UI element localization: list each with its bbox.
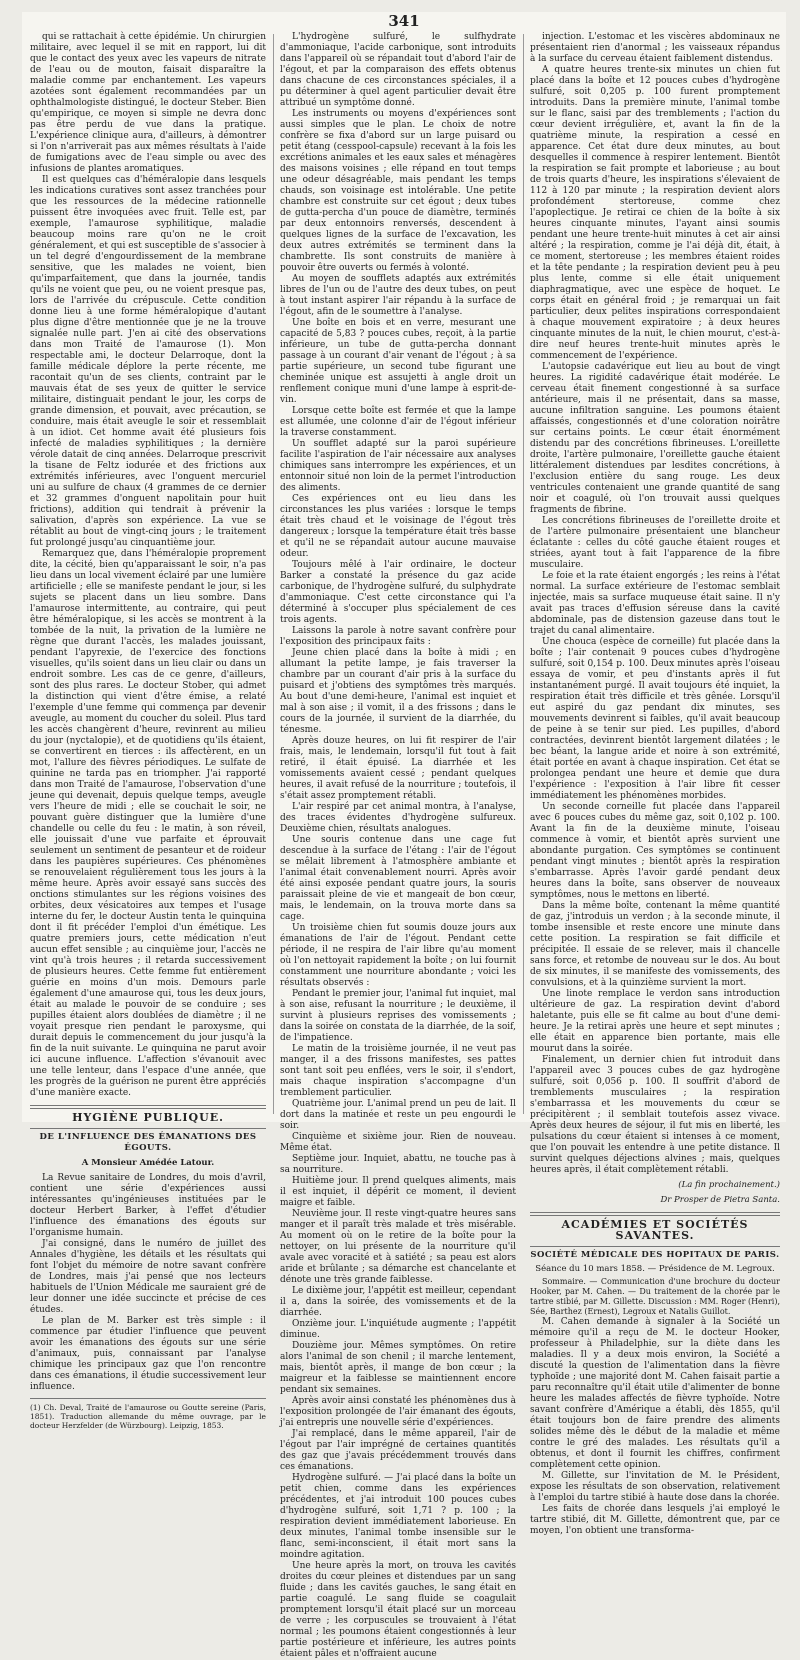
paragraph: Douzième jour. Mêmes symptômes. On retire alors l'animal de son chenil ; il marche lentement, mais, bientôt après, il mange de bon cœur ; la maigreur et la faiblesse se maintiennent encore pendant six semaines. [280, 1341, 516, 1395]
paragraph: Une boîte en bois et en verre, mesurant une capacité de 5,83 ? pouces cubes, reçoit, à la partie inférieure, un tube de gutta-percha donnant passage à un courant d'air venant de l'égout ; à sa partie supérieure, un second tube figurant une cheminée unique est assujetti à angle droit un renflement conique muni d'une lampe à esprit-de-vin. [280, 318, 516, 405]
section-title-academies: ACADÉMIES ET SOCIÉTÉS SAVANTES. [561, 1218, 749, 1242]
column-divider [523, 34, 524, 1114]
paragraph: Le dixième jour, l'appétit est meilleur, cependant il a, dans la soirée, des vomissements et de la diarrhée. [280, 1286, 516, 1318]
society-title: SOCIÉTÉ MÉDICALE DES HOPITAUX DE PARIS. [530, 1250, 780, 1260]
column-left [30, 32, 266, 1430]
paragraph: Pendant le premier jour, l'animal fut inquiet, mal à son aise, refusant la nourriture ; le deuxième, il survint à plusieurs reprises des vomissements ; dans la soirée on constata de la diarrhée, de la soif, de l'impatience. [280, 989, 516, 1043]
paragraph: qui se rattachait à cette épidémie. Un chirurgien militaire, avec lequel il se mit en rapport, lui dit que le contact des yeux avec les vapeurs de nitrate de l'eau ou de mouton, faisait disparaître la maladie comme par enchantement. Les vapeurs azotées sont également recommandées par un ophthalmologiste distingué, le docteur Steber. Bien qu'empirique, ce moyen si simple ne devra donc pas être perdu de vue dans la pratique. L'expérience clinique aura, d'ailleurs, à démontrer si l'on n'arriverait pas aux mêmes résultats à l'aide de fumigations avec de l'eau simple ou avec des infusions de plantes aromatiques. [30, 32, 266, 174]
paragraph: Une chouca (espèce de corneille) fut placée dans la boîte ; l'air contenait 9 pouces cubes d'hydrogène sulfuré, soit 0,154 p. 100. Deux minutes après l'oiseau essaya de vomir, et peu d'instants après il fut instantanément purgé. Il avait toujours été inquiet, la respiration était très difficile et très gênée. Lorsqu'il eut aspiré du gaz pendant dix minutes, ses mouvements devinrent si faibles, qu'il avait beaucoup de peine à se tenir sur pied. Les pupilles, d'abord contractées, devinrent bientôt largement dilatées ; le bec béant, la langue aride et noire à son extrémité, était portée en avant à chaque inspiration. Cet état se prolongea pendant une heure et demie que dura l'expérience : l'exposition à l'air libre fit cesser immédiatement les phénomènes morbides. [530, 637, 780, 801]
paragraph: L'autopsie cadavérique eut lieu au bout de vingt heures. La rigidité cadavérique était modérée. Le cerveau était finement congestionné à sa surface antérieure, mais il ne présentait, dans sa masse, aucune infiltration sanguine. Les poumons étaient affaissés, congestionnés et d'une coloration noirâtre sur certains points. Le cœur était énormément distendu par des concrétions fibrineuses. L'oreillette droite, l'artère pulmonaire, l'oreillette gauche étaient littéralement distendues par lesdites concrétions, à l'exclusion entière du sang rouge. Les deux ventricules contenaient une grande quantité de sang noir et coagulé, où l'on trouvait aussi quelques fragments de fibrine. [530, 362, 780, 515]
signature: Dr Prosper de Pietra Santa. [660, 1195, 780, 1205]
section-title-hygiene: HYGIÈNE PUBLIQUE. [72, 1111, 224, 1124]
paragraph: Un soufflet adapté sur la paroi supérieure facilite l'aspiration de l'air nécessaire aux analyses chimiques sans interrompre les expériences, et un entonnoir situé non loin de la permet l'introduction des aliments. [280, 439, 516, 493]
footnote-divider [30, 1398, 266, 1399]
session-line: Séance du 10 mars 1858. — Présidence de M. Legroux. [535, 1264, 775, 1274]
column-divider [273, 34, 274, 1114]
paragraph: Les instruments ou moyens d'expériences sont aussi simples que le plan. Le choix de notre confrère se fixa d'abord sur un large puisard ou petit étang (cesspool-capsule) recevant à la fois les excrétions animales et les eaux sales et ménagères des maisons voisines ; elle répand en tout temps une odeur désagréable, mais pendant les temps chauds, son voisinage est intolérable. Une petite chambre est construite sur cet égout ; deux tubes de gutta-percha d'un pouce de diamètre, terminés par deux entonnoirs renversés, descendent à quelques lignes de la surface de l'excavation, les deux autres extrémités se terminent dans la chambrette. Ils sont construits de manière à pouvoir être ouverts ou fermés à volonté. [280, 109, 516, 273]
paragraph: Dans la même boîte, contenant la même quantité de gaz, j'introduis un verdon ; à la seconde minute, il tombe insensible et reste encore une minute dans cette position. La respiration se fait difficile et précipitée. Il essaie de se relever, mais il chancelle sans force, et retombe de nouveau sur le dos. Au bout de six minutes, il se manifeste des vomissements, des convulsions, et à la quinzième survient la mort. [530, 901, 780, 988]
paragraph: Onzième jour. L'inquiétude augmente ; l'appétit diminue. [280, 1319, 516, 1340]
paragraph: Jeune chien placé dans la boîte à midi ; en allumant la petite lampe, je fais traverser la chambre par un courant d'air pris à la surface du puisard et j'obtiens des symptômes très marqués. Au bout d'une demi-heure, l'animal est inquiet et mal à son aise ; il vomit, il a des frissons ; dans le cours de la journée, il survient de la diarrhée, du ténesme. [280, 648, 516, 735]
paragraph: Ces expériences ont eu lieu dans les circonstances les plus variées : lorsque le temps était très chaud et le voisinage de l'égout très dangereux ; lorsque la température était très basse et qu'il ne se répandait autour aucune mauvaise odeur. [280, 494, 516, 559]
paragraph: L'air respiré par cet animal montra, à l'analyse, des traces évidentes d'hydrogène sulfureux. Deuxième chien, résultats analogues. [280, 802, 516, 834]
paragraph: J'ai consigné, dans le numéro de juillet des Annales d'hygiène, les détails et les résultats qui font l'objet du mémoire de notre savant confrère de Londres, mais j'ai pensé que nos lecteurs habituels de l'Union Médicale me sauraient gré de leur donner une idée succincte et précise de ces études. [30, 1239, 266, 1315]
paragraph: Une heure après la mort, on trouva les cavités droites du cœur pleines et distendues par un sang fluide ; dans les cavités gauches, le sang était en partie coagulé. Le sang fluide se coagulait promptement lorsqu'il était placé sur un morceau de verre ; les corpuscules se trouvaient à l'état normal ; les poumons étaient congestionnés à leur partie postérieure et inférieure, les autres points étaient pâles et n'offraient aucune [280, 1561, 516, 1659]
paragraph: Un troisième chien fut soumis douze jours aux émanations de l'air de l'égout. Pendant cette période, il ne respira de l'air libre qu'au moment où l'on nettoyait rapidement la boîte ; on lui fournit constamment une nourriture abondante ; voici les résultats observés : [280, 923, 516, 988]
paragraph: Toujours mêlé à l'air ordinaire, le docteur Barker a constaté la présence du gaz acide carbonique, de l'hydrogène sulfuré, du sulphydrate d'ammoniaque. C'est cette circonstance qui l'a déterminé à s'occuper plus spécialement de ces trois agents. [280, 560, 516, 625]
continued-note: (La fin prochainement.) [678, 1180, 780, 1190]
divider [530, 1246, 780, 1247]
paragraph: Une linote remplace le verdon sans introduction ultérieure de gaz. La respiration devint d'abord haletante, puis elle se fit calme au bout d'une demi-heure. Je la retirai après une heure et sept minutes ; elle était en apparence bien portante, mais elle mourut dans la soirée. [530, 989, 780, 1054]
newspaper-page [22, 12, 786, 1659]
article-title: DE L'INFLUENCE DES ÉMANATIONS DES ÉGOUTS. [39, 1132, 257, 1153]
paragraph: L'hydrogène sulfuré, le sulfhydrate d'ammoniaque, l'acide carbonique, sont introduits dans l'appareil où se répandait tout d'abord l'air de l'égout, et par la comparaison des effets obtenus dans chacune de ces circonstances spéciales, il a pu déterminer à quel agent particulier devait être attribué un symptôme donné. [280, 32, 516, 108]
paragraph: Quatrième jour. L'animal prend un peu de lait. Il dort dans la matinée et reste un peu engourdi le soir. [280, 1099, 516, 1131]
paragraph: Une souris contenue dans une cage fut descendue à la surface de l'étang : l'air de l'égout se mêlait librement à l'atmosphère ambiante et l'animal était convenablement nourri. Après avoir été ainsi exposée pendant quatre jours, la souris paraissait pleine de vie et mangeait de bon cœur, mais, le lendemain, on la trouva morte dans sa cage. [280, 835, 516, 922]
paragraph: Lorsque cette boîte est fermée et que la lampe est allumée, une colonne d'air de l'égout inférieur la traverse constamment. [280, 406, 516, 438]
paragraph: Au moyen de soufflets adaptés aux extrémités libres de l'un ou de l'autre des deux tubes, on peut à tout instant aspirer l'air répandu à la surface de l'égout, afin de le soumettre à l'analyse. [280, 274, 516, 317]
paragraph: Cinquième et sixième jour. Rien de nouveau. Même état. [280, 1132, 516, 1153]
page-number: 341 [388, 12, 420, 30]
paragraph: Le plan de M. Barker est très simple : il commence par étudier l'influence que peuvent avoir les émanations des égouts sur une série d'animaux, puis, connaissant par l'analyse chimique les principaux gaz que l'on rencontre dans ces émanations, il étudie successivement leur influence. [30, 1316, 266, 1392]
paragraph: Laissons la parole à notre savant confrère pour l'exposition des principaux faits : [280, 626, 516, 647]
paragraph: Finalement, un dernier chien fut introduit dans l'appareil avec 3 pouces cubes de gaz hydrogène sulfuré, soit 0,056 p. 100. Il souffrit d'abord de tremblements musculaires ; la respiration s'embarrassa et les mouvements du cœur se précipitèrent ; il semblait toutefois assez vivace. Après deux heures de séjour, il fut mis en liberté, les pulsations du cœur étaient si intenses à ce moment, que l'on pouvait les entendre à une petite distance. Il survint quelques déjections alvines ; mais, quelques heures après, il était complètement rétabli. [530, 1055, 780, 1175]
paragraph: Les faits de chorée dans lesquels j'ai employé le tartre stibié, dit M. Gillette, démontrent que, par ce moyen, l'on obtient une transforma- [530, 1504, 780, 1536]
article-addressee: A Monsieur Amédée Latour. [81, 1158, 215, 1168]
paragraph: Le matin de la troisième journée, il ne veut pas manger, il a des frissons manifestes, ses pattes sont tant soit peu enflées, vers le soir, il s'endort, mais chaque inspiration s'accompagne d'un tremblement particulier. [280, 1044, 516, 1098]
paragraph: A quatre heures trente-six minutes un chien fut placé dans la boîte et 12 pouces cubes d'hydrogène sulfuré, soit 0,205 p. 100 furent promptement introduits. Dans la première minute, l'animal tombe sur le flanc, saisi par des tremblements ; l'action du cœur devient irrégulière, et, avant la fin de la quatrième minute, la respiration a cessé en apparence. Cet état dure deux minutes, au bout desquelles il commence à respirer lentement. Bientôt la respiration se fait prompte et laborieuse ; au bout de trois quarts d'heure, les inspirations s'élevaient de 112 à 120 par minute ; la respiration devient alors profondément stertoreuse, comme chez l'apoplectique. Je retirai ce chien de la boîte à six heures cinquante minutes, l'ayant ainsi soumis pendant une heure trente-huit minutes à cet air ainsi altéré ; la respiration, comme je l'ai déjà dit, était, à ce moment, stertoreuse ; les membres étaient roides et la tête pendante ; la respiration devient peu à peu plus lente, comme si elle était uniquement diaphragmatique, avec une espèce de hoquet. Le corps était en général froid ; je remarquai un fait particulier, deux pelites inspirations correspondaient à chaque mouvement expiratoire ; à deux heures cinquante minutes de la nuit, le chien mourut, c'est-à-dire neuf heures trente-huit minutes après le commencement de l'expérience. [530, 65, 780, 361]
paragraph: Hydrogène sulfuré. — J'ai placé dans la boîte un petit chien, comme dans les expériences précédentes, et j'ai introduit 100 pouces cubes d'hydrogène sulfuré, soit 1,71 ? p. 100 ; la respiration devient immédiatement laborieuse. En deux minutes, l'animal tombe insensible sur le flanc, semi-inconscient, il était mort sans la moindre agitation. [280, 1473, 516, 1560]
paragraph: Neuvième jour. Il reste vingt-quatre heures sans manger et il paraît très malade et très misérable. Au moment où on le retire de la boîte pour la nettoyer, on lui présente de la nourriture qu'il avale avec voracité et à satiété ; sa peau est alors aride et brûlante ; sa démarche est chancelante et dénote une très grande faiblesse. [280, 1209, 516, 1285]
section-divider [530, 1212, 780, 1216]
column-right [530, 32, 780, 1536]
paragraph: Remarquez que, dans l'héméralopie proprement dite, la cécité, bien qu'apparaissant le soir, n'a pas lieu dans un local vivement éclairé par une lumière artificielle ; elle se manifeste pendant le jour, si les sujets se placent dans un lieu sombre. Dans l'amaurose intermittente, au contraire, qui peut être héméralopique, si les accès se montrent à la tombée de la nuit, la privation de la lumière ne règne que durant l'accès, les malades jouissant, pendant l'apyrexie, de l'exercice des fonctions visuelles, qu'ils soient dans un lieu clair ou dans un endroit sombre. Les cas de ce genre, d'ailleurs, sont des plus rares. Le docteur Stober, qui admet la distinction qui vient d'être émise, a relaté l'exemple d'une femme qui commença par devenir aveugle, au moment du coucher du soleil. Plus tard les accès changèrent d'heure, revinrent au milieu du jour (nyctalopie), et de quotidiens qu'ils étaient, se convertirent en tierces : ils affectèrent, en un mot, l'allure des fièvres périodiques. Le sulfate de quinine ne tarda pas en triompher. J'ai rapporté dans mon Traité de l'amaurose, l'observation d'une jeune qui devenait, depuis quelque temps, aveugle vers l'heure de midi ; elle se couchait le soir, ne pouvant guère distinguer que la lumière d'une chandelle ou celle du feu : le matin, à son réveil, elle jouissait d'une vue parfaite et éprouvait seulement un sentiment de pesanteur et de roideur dans les paupières supérieures. Ces phénomènes se renouvelaient régulièrement tous les jours à la même heure. Après avoir essayé sans succès des onctions stimulantes sur les régions voisines des orbites, deux vésicatoires aux tempes et l'usage interne du fer, le docteur Austin tenta le quinquina dont il fit précéder l'emploi d'un émétique. Les quatre premiers jours, cette médication n'eut aucun effet sensible ; au cinquième jour, l'accès ne vint qu'à trois heures ; il retarda successivement de plusieurs heures. Cette femme fut entièrement guérie en moins d'un mois. Demours parle également d'une amaurose qui, tous les deux jours, était au malade le pouvoir de se conduire ; ses pupilles étaient alors doublées de diamètre ; il ne voyait presque rien pendant le paroxysme, qui durait depuis le commencement du jour jusqu'à la fin de la nuit suivante. Le quinquina ne parut avoir ici aucune influence. L'affection s'évanouit avec une telle lenteur, dans l'espace d'une année, que les progrès de la guérison ne purent être appréciés d'une manière exacte. [30, 549, 266, 1098]
paragraph: La Revue sanitaire de Londres, du mois d'avril, contient une série d'expériences aussi intéressantes qu'ingénieuses instituées par le docteur Herbert Barker, à l'effet d'étudier l'influence des émanations des égouts sur l'organisme humain. [30, 1173, 266, 1238]
paragraph: Les concrétions fibrineuses de l'oreillette droite et de l'artère pulmonaire présentaient une blancheur éclatante : celles du côté gauche étaient rouges et striées, ayant tout à fait l'apparence de la fibre musculaire. [530, 516, 780, 570]
paragraph: Un seconde corneille fut placée dans l'appareil avec 6 pouces cubes du même gaz, soit 0,102 p. 100. Avant la fin de la deuxième minute, l'oiseau commence à vomir, et bientôt après survient une abondante purgation. Ces symptômes se continuent pendant vingt minutes ; bientôt après la respiration s'embarrasse. Après l'avoir gardé pendant deux heures dans la boîte, sans observer de nouveaux symptômes, nous le mettons en liberté. [530, 802, 780, 900]
paragraph: J'ai remplacé, dans le même appareil, l'air de l'égout par l'air imprégné de certaines quantités des gaz que j'avais précédemment trouvés dans ces émanations. [280, 1429, 516, 1472]
paragraph: Après avoir ainsi constaté les phénomènes dus à l'exposition prolongée de l'air émanant des égouts, j'ai entrepris une nouvelle série d'expériences. [280, 1396, 516, 1428]
paragraph: injection. L'estomac et les viscères abdominaux ne présentaient rien d'anormal ; les vaisseaux répandus à la surface du cerveau étaient faiblement distendus. [530, 32, 780, 64]
summary: Sommaire. — Communication d'une brochure du docteur Hooker, par M. Cahen. — Du traitement de la chorée par le tartre stibié, par M. Gillette. Discussion : MM. Roger (Henri), Sée, Barthez (Ernest), Legroux et Natalis Guillot. [530, 1277, 780, 1316]
paragraph: Il est quelques cas d'héméralopie dans lesquels les indications curatives sont assez tranchées pour que les ressources de la médecine rationnelle puissent être invoquées avec fruit. Telle est, par exemple, l'amaurose syphilitique, maladie beaucoup moins rare qu'on ne le croit généralement, et qui est susceptible de s'associer à un tel degré d'engourdissement de la membrane sensitive, que les malades ne voient, bien qu'imparfaitement, que dans la journée, tandis qu'ils ne voient que peu, ou ne voient presque pas, lors de l'arrivée du crépuscule. Cette condition donne lieu à une forme héméralopique d'autant plus digne d'être mentionnée que je ne la trouve signalée nulle part. J'en ai cité des observations dans mon Traité de l'amaurose (1). Mon respectable ami, le docteur Delarroque, dont la famille médicale déplore la perte récente, me racontait qu'un de ses clients, contraint par le mauvais état de ses yeux de quitter le service militaire, distinguait pendant le jour, les corps de grande dimension, et pouvait, avec précaution, se conduire, mais était aveugle le soir et ressemblait à un idiot. Cet homme avait été plusieurs fois infecté de maladies syphilitiques ; la dernière vérole datait de cinq années. Delarroque prescrivit la tisane de Feltz iodurée et des frictions aux extrémités inférieures, avec l'onguent mercuriel uni au sulfure de chaux (4 grammes de ce dernier et 32 grammes d'onguent napolitain pour huit frictions), addition qui tendrait à prévenir la salivation, d'après son expérience. La vue se rétablit au bout de vingt-cinq jours ; le traitement fut prolongé jusqu'au cinquantième jour. [30, 175, 266, 548]
paragraph: Septième jour. Inquiet, abattu, ne touche pas à sa nourriture. [280, 1154, 516, 1175]
footnote: (1) Ch. Deval, Traité de l'amaurose ou Goutte sereine (Paris, 1851). Traduction allemande du même ouvrage, par le docteur Herzfelder (de Würzbourg). Leipzig, 1853. [30, 1403, 266, 1430]
divider [30, 1128, 266, 1129]
paragraph: M. Gillette, sur l'invitation de M. le Président, expose les résultats de son observation, relativement à l'emploi du tartre stibié à haute dose dans la chorée. [530, 1471, 780, 1503]
paragraph: Huitième jour. Il prend quelques aliments, mais il est inquiet, il dépérit ce moment, il devient maigre et faible. [280, 1176, 516, 1208]
paragraph: M. Cahen demande à signaler à la Société un mémoire qu'il a reçu de M. le docteur Hooker, professeur à Philadelphie, sur la diète dans les maladies. Il y a deux mois environ, la Société a discuté la question de l'alimentation dans la fièvre typhoïde ; une majorité dont M. Cahen faisait partie a paru reconnaître qu'il était utile d'alimenter de bonne heure les malades affectés de fièvre typhoïde. Notre savant confrère d'Amérique a établi, dès 1855, qu'il était toujours bon de faire prendre des aliments solides même dès le début de la maladie et même contre le gré des malades. Les résultats qu'il a obtenus, et dont il fournit les chiffres, confirment complètement cette opinion. [530, 1317, 780, 1470]
paragraph: Le foie et la rate étaient engorgés ; les reins à l'état normal. La surface extérieure de l'estomac semblait injectée, mais sa surface muqueuse était saine. Il n'y avait pas traces d'effusion séreuse dans la cavité abdominale, pas de distension gazeuse dans tout le trajet du canal alimentaire. [530, 571, 780, 636]
section-divider [30, 1105, 266, 1109]
column-middle [280, 32, 516, 1659]
paragraph: Après douze heures, on lui fit respirer de l'air frais, mais, le lendemain, lorsqu'il fut tout à fait retiré, il était épuisé. La diarrhée et les vomissements avaient cessé ; pendant quelques heures, il avait refusé de la nourriture ; toutefois, il s'était assez promptement rétabli. [280, 736, 516, 801]
